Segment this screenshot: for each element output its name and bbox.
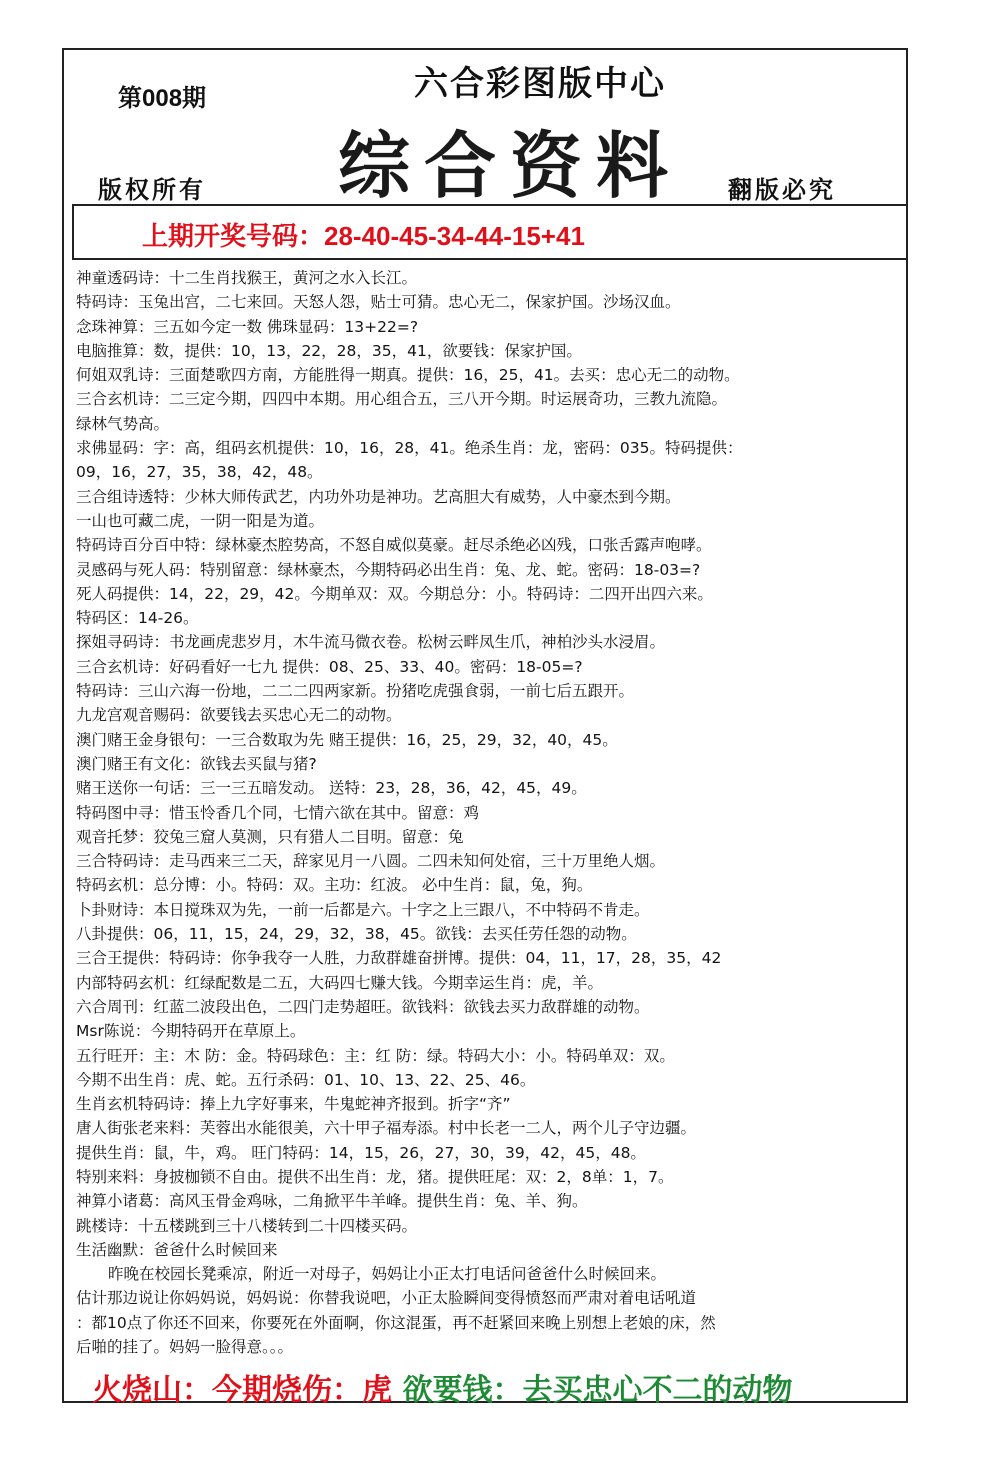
text-line: 09，16，27，35，38，42，48。 bbox=[76, 463, 323, 482]
center-title: 六合彩图版中心 bbox=[414, 64, 666, 104]
text-line: 内部特码玄机：红绿配数是二五，大码四七赚大钱。今期幸运生肖：虎，羊。 bbox=[76, 973, 604, 992]
text-line: 赌王送你一句话：三一三五暗发动。 送特：23，28，36，42，45，49。 bbox=[76, 779, 587, 798]
text-line: 澳门赌王有文化：欲钱去买鼠与猪? bbox=[76, 754, 317, 773]
text-line: 特别来料：身披枷锁不自由。提供不出生肖：龙，猪。提供旺尾：双：2，8单：1，7。 bbox=[76, 1167, 674, 1186]
text-line: 死人码提供：14，22，29，42。今期单双：双。今期总分：小。特码诗：二四开出四六来。 bbox=[76, 584, 713, 603]
text-line: 九龙宫观音赐码：欲要钱去买忠心无二的动物。 bbox=[76, 706, 402, 725]
text-line: 念珠神算：三五如今定一数 佛珠显码：13+22=? bbox=[76, 317, 419, 336]
issue-number: 第008期 bbox=[118, 85, 207, 112]
text-line: 绿林气势高。 bbox=[76, 414, 170, 433]
text-line: 卜卦财诗：本日搅珠双为先，一前一后都是六。十字之上三跟八，不中特码不肯走。 bbox=[76, 900, 650, 919]
text-line: 六合周刊：红蓝二波段出色，二四门走势超旺。欲钱料：欲钱去买力敌群雄的动物。 bbox=[76, 997, 650, 1016]
text-line: ：都10点了你还不回来，你要死在外面啊，你这混蛋，再不赶紧回来晚上别想上老娘的床，然 bbox=[76, 1313, 716, 1332]
footer-money: 欲要钱：去买忠心不二的动物 bbox=[402, 1373, 793, 1408]
text-line: 三合王提供：特码诗：你争我夺一人胜，力敌群雄奋拼博。提供：04，11，17，28，35，42 bbox=[76, 949, 722, 968]
text-line: 特码诗百分百中特：绿林豪杰腔势高，不怒自威似莫豪。赶尽杀绝必凶残，口张舌露声咆哮。 bbox=[76, 536, 712, 555]
text-line: 澳门赌王金身银句：一三合数取为先 赌王提供：16，25，29，32，40，45。 bbox=[76, 730, 618, 749]
text-line: 三合玄机诗：二三定今期，四四中本期。用心组合五，三八开今期。时运展奇功，三教九流隐。 bbox=[76, 390, 728, 409]
text-line: 后啪的挂了。妈妈一脸得意。。。 bbox=[76, 1338, 294, 1357]
text-line: 神童透码诗：十二生肖找猴王，黄河之水入长江。 bbox=[76, 269, 418, 287]
text-line: 一山也可藏二虎，一阴一阳是为道。 bbox=[76, 511, 325, 530]
text-line: 估计那边说让你妈妈说，妈妈说：你替我说吧，小正太脸瞬间变得愤怒而严肃对着电话吼道 bbox=[76, 1289, 697, 1308]
text-line: 特码玄机：总分博：小。特码：双。主功：红波。 必中生肖：鼠，兔，狗。 bbox=[76, 876, 593, 895]
text-line: Msr陈说：今期特码开在草原上。 bbox=[76, 1022, 306, 1041]
text-line: 特码图中寻：惜玉怜香几个同，七情六欲在其中。留意：鸡 bbox=[76, 803, 480, 822]
text-line: 观音托梦：狡兔三窟人莫测，只有猎人二目明。留意：兔 bbox=[76, 827, 464, 846]
main-title: 综合资料 bbox=[337, 123, 682, 208]
text-line: 唐人街张老来料：芙蓉出水能很美，六十甲子福寿添。村中长老一二人，两个儿子守边疆。 bbox=[76, 1119, 697, 1138]
text-line: 求佛显码：字：高，组码玄机提供：10，16，28，41。绝杀生肖：龙，密码：035。特码提供： bbox=[76, 439, 743, 458]
text-line: 生活幽默：爸爸什么时候回来 bbox=[76, 1240, 278, 1259]
last-result-box bbox=[72, 204, 908, 260]
text-line: 八卦提供：06，11，15，24，29，32，38，45。欲钱：去买任劳任怨的动物。 bbox=[76, 925, 637, 944]
text-line: 五行旺开：主：木 防：金。特码球色：主：红 防：绿。特码大小：小。特码单双：双。 bbox=[76, 1046, 675, 1065]
text-line: 探姐寻码诗：书龙画虎悲岁月，木牛流马微衣卷。松树云畔凤生爪，神柏沙头水浸眉。 bbox=[76, 633, 666, 652]
text-line: 电脑推算：数，提供：10，13，22，28，35，41，欲要钱：保家护国。 bbox=[76, 341, 582, 360]
footer-banner bbox=[92, 1365, 792, 1409]
text-line: 灵感码与死人码：特别留意：绿林豪杰，今期特码必出生肖：兔、龙、蛇。密码：18-03=? bbox=[76, 560, 701, 579]
text-line: 特码诗：玉兔出宫，二七来回。天怒人怨，贴士可猜。忠心无二，保家护国。沙场汉血。 bbox=[76, 293, 681, 312]
text-line: 神算小诸葛：高风玉骨金鸡咏，二角掀平牛羊峰。提供生肖：兔、羊、狗。 bbox=[76, 1192, 588, 1211]
text-line: 今期不出生肖：虎、蛇。五行杀码：01、10、13、22、25、46。 bbox=[76, 1070, 536, 1089]
copyright-note: 版权所有 bbox=[98, 175, 206, 204]
text-line: 特码诗：三山六海一份地，二二二四两家新。扮猪吃虎强食弱，一前七后五跟开。 bbox=[76, 682, 635, 701]
content-lines bbox=[76, 266, 902, 1359]
text-line: 三合玄机诗：好码看好一七九 提供：08、25、33、40。密码：18-05=? bbox=[76, 657, 583, 676]
text-line: 三合组诗透特：少林大师传武艺，内功外功是神功。艺高胆大有威势，人中豪杰到今期。 bbox=[76, 487, 681, 506]
text-line: 昨晚在校园长凳乘凉，附近一对母子，妈妈让小正太打电话问爸爸什么时候回来。 bbox=[108, 1265, 667, 1284]
text-line: 特码区：14-26。 bbox=[76, 609, 199, 628]
text-line: 提供生肖：鼠，牛，鸡。 旺门特码：14，15，26，27，30，39，42，45，48。 bbox=[76, 1143, 646, 1162]
footer-burn: 火烧山：今期烧伤：虎 bbox=[92, 1373, 392, 1408]
last-result-text: 上期开奖号码：28-40-45-34-44-15+41 bbox=[142, 221, 585, 251]
text-line: 生肖玄机特码诗：捧上九字好事来，牛鬼蛇神齐报到。折字“齐” bbox=[76, 1095, 511, 1114]
text-line: 何姐双乳诗：三面楚歌四方南，方能胜得一期真。提供：16，25，41。去买：忠心无二的动物。 bbox=[76, 366, 740, 385]
text-line: 跳楼诗：十五楼跳到三十八楼转到二十四楼买码。 bbox=[76, 1216, 418, 1235]
piracy-note: 翻版必究 bbox=[728, 175, 836, 204]
text-line: 三合特码诗：走马西来三二天，辞家见月一八圆。二四未知何处宿，三十万里绝人烟。 bbox=[76, 852, 666, 871]
